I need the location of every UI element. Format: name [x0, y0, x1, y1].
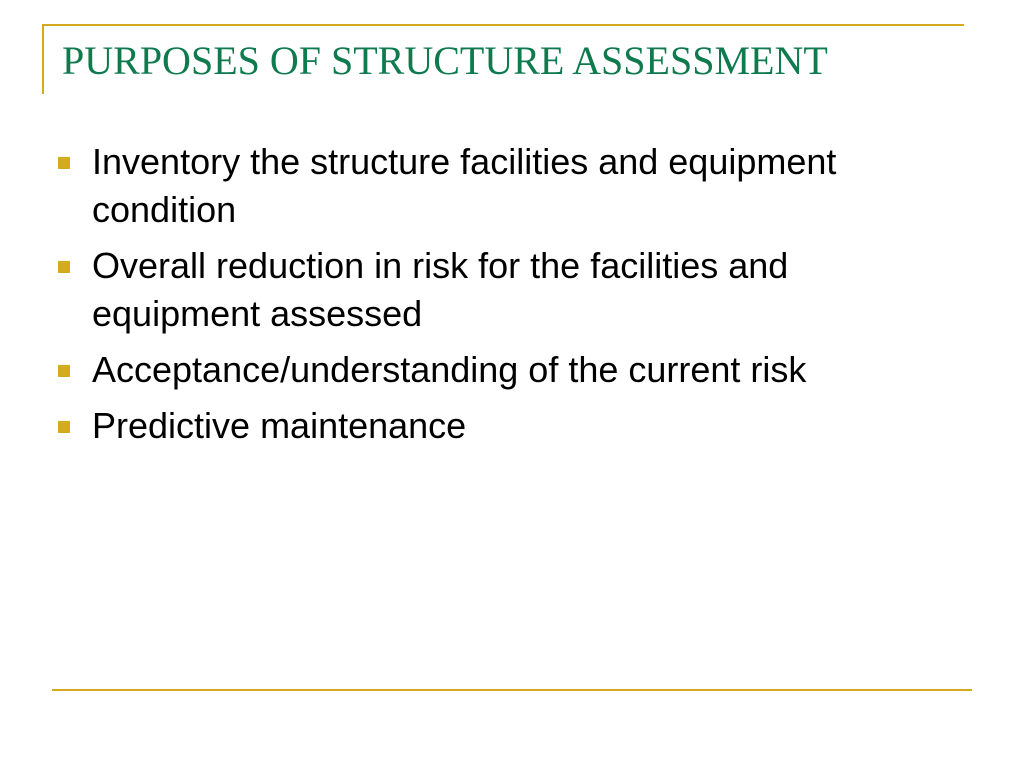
- bullet-text: Inventory the structure facilities and equipment condition: [92, 141, 837, 230]
- square-bullet-icon: [58, 157, 70, 169]
- footer-rule: [52, 689, 972, 691]
- bullet-item: [56, 346, 956, 394]
- square-bullet-icon: [58, 421, 70, 433]
- title-frame-top-rule: [42, 24, 964, 26]
- square-bullet-icon: [58, 261, 70, 273]
- bullet-text: Acceptance/understanding of the current risk: [92, 349, 807, 390]
- square-bullet-icon: [58, 365, 70, 377]
- bullet-text: Overall reduction in risk for the facilities and equipment assessed: [92, 245, 789, 334]
- bullet-item: [56, 138, 956, 234]
- bullet-item: [56, 402, 956, 450]
- bullet-list: [56, 138, 956, 458]
- title-frame-left-rule: [42, 24, 44, 94]
- bullet-text: Predictive maintenance: [92, 405, 467, 446]
- slide-title: PURPOSES OF STRUCTURE ASSESSMENT: [62, 38, 828, 83]
- bullet-item: [56, 242, 956, 338]
